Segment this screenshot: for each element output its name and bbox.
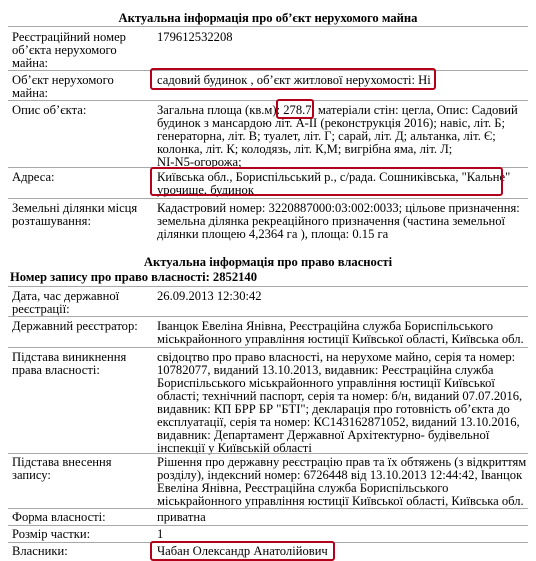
section-title-property: Актуальна інформація про об’єкт нерухомого майна (118, 11, 418, 25)
label-share-size: Розмір частки: (12, 527, 91, 541)
value-registration-number: 179612532208 (157, 30, 233, 44)
label-registration-number: Реєстраційний номер об’єкта нерухомого майна: (12, 30, 126, 70)
value-land-plots: Кадастровий номер: 3220887000:03:002:0033; цільове призначення: земельна ділянка рекреаційного призначення (частина земельної ділянки площею 4,2364 га ), площа: 0.15 га (157, 201, 520, 241)
divider (8, 286, 528, 287)
value-share-size: 1 (157, 527, 164, 541)
divider (8, 100, 528, 101)
label-land-plots: Земельні ділянки місця розташування: (12, 201, 138, 228)
value-ownership-basis: свідоцтво про право власності, на нерухоме майно, серія та номер: 10782077, виданий 13.10.2013, видавник: Реєстраційна служба Бориспільського міськрайонного управління юстиції Київської області; технічний паспорт, серія та номер: б/н, виданий 07.07.2016, видавник: КП БРР БР "БТІ"; декларація про готовність об’єкта до експлуатації, серія та номер: КС143162871052, виданий 13.10.2016, видавник: Департамент Державної Архітектурно- будівельної інспекції у Київській області (157, 350, 523, 455)
label-registrar: Державний реєстратор: (12, 319, 138, 333)
divider (8, 508, 528, 509)
record-number: Номер запису про право власності: 2852140 (10, 270, 258, 284)
value-registration-date: 26.09.2013 12:30:42 (157, 289, 262, 303)
value-address: Київська обл., Бориспільський р., с/рада. Сошниківська, "Кальне" урочище, будинок (157, 170, 511, 197)
value-ownership-form: приватна (157, 510, 206, 524)
label-registration-date: Дата, час державної реєстрації: (12, 289, 120, 316)
divider (8, 26, 528, 27)
value-record-basis: Рішення про державну реєстрацію прав та їх обтяжень (з відкриттям розділу), індексний номер: 6726448 від 13.10.2013 12:44:42, Іванцок Евеліна Янівна, Реєстраційна служба Бориспільського міськрайонного управління юстиції Київської області, Київська обл. (157, 455, 527, 508)
divider (8, 542, 528, 543)
divider (8, 453, 528, 454)
divider (8, 316, 528, 317)
value-object: садовий будинок , об’єкт житлової нерухомості: Ні (157, 73, 431, 87)
divider (8, 347, 528, 348)
label-address: Адреса: (12, 170, 55, 184)
value-registrar: Іванцок Евеліна Янівна, Реєстраційна служба Бориспільського міськрайонного управління юстиції Київської області, Київська обл. (157, 319, 524, 346)
divider (8, 525, 528, 526)
label-object: Об’єкт нерухомого майна: (12, 73, 114, 100)
divider (8, 198, 528, 199)
label-owners: Власники: (12, 544, 68, 558)
section-title-ownership: Актуальна інформація про право власності (143, 255, 393, 269)
divider (8, 167, 528, 168)
label-ownership-basis: Підстава виникнення права власності: (12, 350, 127, 377)
divider (8, 70, 528, 71)
label-ownership-form: Форма власності: (12, 510, 106, 524)
label-record-basis: Підстава внесення запису: (12, 455, 112, 482)
label-description: Опис об’єкта: (12, 103, 87, 117)
value-owners: Чабан Олександр Анатолійович (157, 544, 328, 558)
value-description: Загальна площа (кв.м): 278.7, матеріали стін: цегла, Опис: Садовий будинок з мансардою літ. А-ІІ (реконструкція 2016); навіс, літ. Б; генераторна, літ. В; туалет, літ. Г; сарай, літ. Д; альтанка, літ. Є; колонка, літ. К; колодязь, літ. К,М; вигрібна яма, літ. Л; NI-N5-огорожа; (157, 103, 518, 169)
